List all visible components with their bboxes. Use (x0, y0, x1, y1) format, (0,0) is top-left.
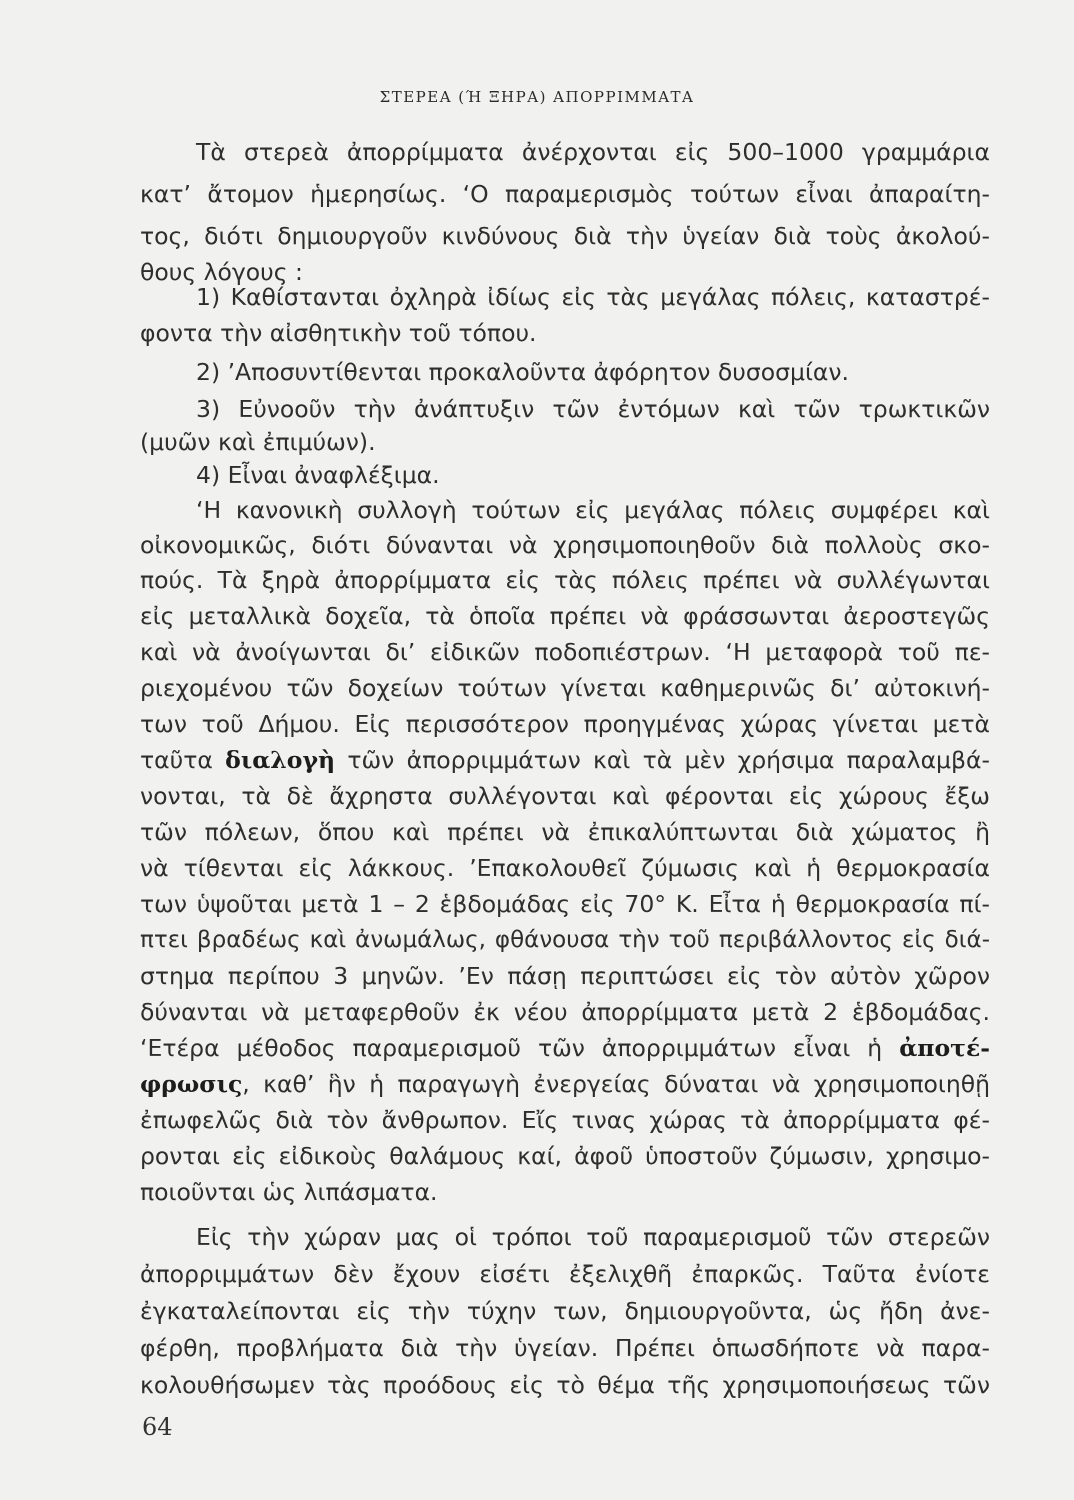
text-line: καὶ νὰ ἀνοίγωνται δι’ εἰδικῶν ποδοπιέστρων. ‘Η μεταφορὰ τοῦ πε- (140, 638, 990, 666)
text-segment: τῶν ἀπορριμμάτων καὶ τὰ μὲν χρήσιμα παραλαμβά- (335, 746, 990, 774)
text-segment: , καθ’ ἣν ἡ παραγωγὴ ἐνεργείας δύναται νὰ χρησιμοποιηθῇ (242, 1070, 990, 1098)
text-line: ἐγκαταλείπονται εἰς τὴν τύχην των, δημιουργοῦντα, ὡς ἤδη ἀνε- (140, 1297, 990, 1325)
text-line (140, 1033, 990, 1063)
text-line: ριεχομένου τῶν δοχείων τούτων γίνεται καθημερινῶς δι’ αὐτοκινή- (140, 674, 990, 702)
text-line: 3) Εὐνοοῦν τὴν ἀνάπτυξιν τῶν ἐντόμων καὶ τῶν τρωκτικῶν (196, 395, 990, 423)
text-line: τος, διότι δημιουργοῦν κινδύνους διὰ τὴν ὑγείαν διὰ τοὺς ἀκολού- (140, 222, 990, 250)
text-line (140, 745, 990, 775)
text-line: θους λόγους : (140, 258, 303, 286)
text-line: φοντα τὴν αἰσθητικὴν τοῦ τόπου. (140, 319, 537, 347)
text-line: εἰς μεταλλικὰ δοχεῖα, τὰ ὁποῖα πρέπει νὰ φράσσωνται ἀεροστεγῶς (140, 602, 990, 630)
text-line: ἐπωφελῶς διὰ τὸν ἄνθρωπον. Εἴς τινας χώρας τὰ ἀπορρίμματα φέ- (140, 1106, 990, 1134)
text-line: νὰ τίθενται εἰς λάκκους. ’Επακολουθεῖ ζύμωσις καὶ ἡ θερμοκρασία (140, 854, 990, 882)
text-line: φέρθη, προβλήματα διὰ τὴν ὑγείαν. Πρέπει ὁπωσδήποτε νὰ παρα- (140, 1334, 990, 1362)
text-line (140, 1069, 990, 1099)
text-line: ποιοῦνται ὡς λιπάσματα. (140, 1178, 438, 1206)
text-line: νονται, τὰ δὲ ἄχρηστα συλλέγονται καὶ φέρονται εἰς χώρους ἔξω (140, 782, 990, 810)
text-segment: ‘Ετέρα μέθοδος παραμερισμοῦ τῶν ἀπορριμμάτων εἶναι ἡ (140, 1034, 900, 1062)
text-line: των τοῦ Δήμου. Εἰς περισσότερον προηγμένας χώρας γίνεται μετὰ (140, 710, 990, 738)
text-line: 4) Εἶναι ἀναφλέξιμα. (196, 461, 440, 489)
text-line: ἀπορριμμάτων δὲν ἔχουν εἰσέτι ἐξελιχθῆ ἐπαρκῶς. Ταῦτα ἐνίοτε (140, 1260, 990, 1288)
text-line: κολουθήσωμεν τὰς προόδους εἰς τὸ θέμα τῆς χρησιμοποιήσεως τῶν (140, 1371, 990, 1399)
text-line: 2) ’Αποσυντίθενται προκαλοῦντα ἀφόρητον δυσοσμίαν. (196, 358, 849, 386)
text-segment: ταῦτα (140, 746, 226, 774)
text-line: των ὑψοῦται μετὰ 1 – 2 ἑβδομάδας εἰς 70° Κ. Εἶτα ἡ θερμοκρασία πί- (140, 890, 990, 918)
bold-term: φρωσις (140, 1070, 243, 1098)
page-number: 64 (142, 1413, 173, 1441)
bold-term: διαλογὴ (225, 746, 336, 774)
text-line: πούς. Τὰ ξηρὰ ἀπορρίμματα εἰς τὰς πόλεις πρέπει νὰ συλλέγωνται (140, 566, 990, 594)
text-line: πτει βραδέως καὶ ἀνωμάλως, φθάνουσα τὴν τοῦ περιβάλλοντος εἰς διά- (140, 927, 990, 953)
text-line: Τὰ στερεὰ ἀπορρίμματα ἀνέρχονται εἰς 500–1000 γραμμάρια (196, 138, 990, 166)
text-line: (μυῶν καὶ ἐπιμύων). (140, 428, 376, 456)
text-line: δύνανται νὰ μεταφερθοῦν ἐκ νέου ἀπορρίμματα μετὰ 2 ἑβδομάδας. (140, 998, 990, 1026)
text-line: ‘Η κανονικὴ συλλογὴ τούτων εἰς μεγάλας πόλεις συμφέρει καὶ (196, 496, 990, 524)
text-line: τῶν πόλεων, ὅπου καὶ πρέπει νὰ ἐπικαλύπτωνται διὰ χώματος ἢ (140, 818, 990, 846)
text-line: στημα περίπου 3 μηνῶν. ’Εν πάσῃ περιπτώσει εἰς τὸν αὐτὸν χῶρον (140, 962, 990, 990)
text-line: οἰκονομικῶς, διότι δύνανται νὰ χρησιμοποιηθοῦν διὰ πολλοὺς σκο- (140, 531, 990, 559)
text-line: κατ’ ἄτομον ἡμερησίως. ‘Ο παραμερισμὸς τούτων εἶναι ἀπαραίτη- (140, 180, 990, 208)
page-title: ΣΤΕΡΕΑ (Ή ΞΗΡΑ) ΑΠΟΡΡΙΜΜΑΤΑ (379, 88, 695, 106)
text-line: 1) Καθίστανται ὀχληρὰ ἰδίως εἰς τὰς μεγάλας πόλεις, καταστρέ- (196, 283, 990, 311)
bold-term: ἀποτέ- (899, 1034, 990, 1062)
text-line: Εἰς τὴν χώραν μας οἱ τρόποι τοῦ παραμερισμοῦ τῶν στερεῶν (196, 1223, 990, 1251)
text-line: ρονται εἰς εἰδικοὺς θαλάμους καί, ἀφοῦ ὑποστοῦν ζύμωσιν, χρησιμο- (140, 1142, 990, 1170)
